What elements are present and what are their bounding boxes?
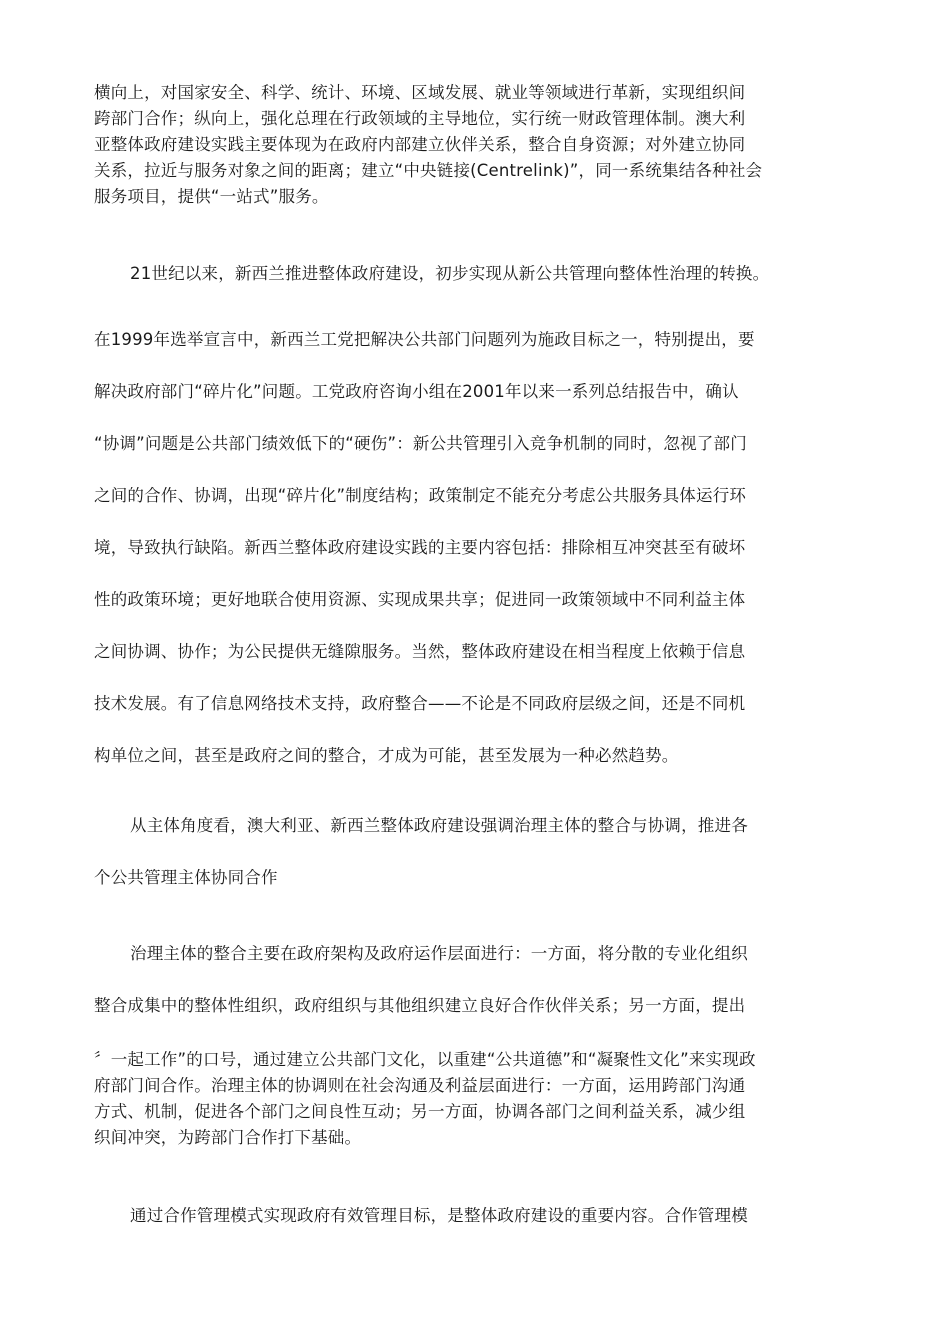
text-line: 之间的合作、协调，出现“碎片化”制度结构；政策制定不能充分考虑公共服务具体运行环: [94, 486, 747, 505]
text-line: 解决政府部门“碎片化”问题。工党政府咨询小组在2001年以来一系列总结报告中，确认: [94, 382, 739, 401]
text-line: 通过合作管理模式实现政府有效管理目标，是整体政府建设的重要内容。合作管理模: [130, 1206, 748, 1225]
text-line: 构单位之间，甚至是政府之间的整合，才成为可能，甚至发展为一种必然趋势。: [94, 746, 679, 765]
paragraph-subject-perspective: [94, 800, 856, 904]
text-line: 横向上，对国家安全、科学、统计、环境、区域发展、就业等领域进行革新，实现组织间: [94, 83, 746, 102]
text-line: “协调”问题是公共部门绩效低下的“硬伤”：新公共管理引入竞争机制的同时，忽视了部门: [94, 434, 747, 453]
text-line: 亚整体政府建设实践主要体现为在政府内部建立伙伴关系，整合自身资源；对外建立协同: [94, 135, 746, 154]
paragraph-cooperative-management: [94, 1203, 856, 1229]
text-line: 跨部门合作；纵向上，强化总理在行政领域的主导地位，实行统一财政管理体制。澳大利: [94, 109, 746, 128]
text-line: 技术发展。有了信息网络技术支持，政府整合——不论是不同政府层级之间，还是不同机: [94, 694, 746, 713]
paragraph-integration: [94, 928, 856, 1032]
text-line: 治理主体的整合主要在政府架构及政府运作层面进行：一方面，将分散的专业化组织: [130, 944, 748, 963]
text-line: 服务项目，提供“一站式”服务。: [94, 187, 329, 206]
text-line: 个公共管理主体协同合作: [94, 868, 278, 887]
text-line: 方式、机制，促进各个部门之间良性互动；另一方面，协调各部门之间利益关系，减少组: [94, 1102, 746, 1121]
text-line: 从主体角度看，澳大利亚、新西兰整体政府建设强调治理主体的整合与协调，推进各: [130, 816, 748, 835]
paragraph-newzealand-intro: [94, 248, 856, 300]
text-line: 性的政策环境；更好地联合使用资源、实现成果共享；促进同一政策领域中不同利益主体: [94, 590, 746, 609]
paragraph-newzealand-practice: [94, 314, 856, 782]
text-line: 关系，拉近与服务对象之间的距离；建立“中央链接(Centrelink)”，同一系统集结各种社会: [94, 161, 763, 180]
paragraph-australia-practice: [94, 80, 856, 210]
text-line: 境，导致执行缺陷。新西兰整体政府建设实践的主要内容包括：排除相互冲突甚至有破坏: [94, 538, 746, 557]
paragraph-coordination: [94, 1047, 856, 1151]
text-line: 在1999年选举宣言中，新西兰工党把解决公共部门问题列为施政目标之一，特别提出，要: [94, 330, 755, 349]
text-line: 整合成集中的整体性组织，政府组织与其他组织建立良好合作伙伴关系；另一方面，提出: [94, 996, 746, 1015]
text-line: 〞一起工作”的口号，通过建立公共部门文化，以重建“公共道德”和“凝聚性文化”来实现政: [94, 1050, 756, 1069]
text-line: 21世纪以来，新西兰推进整体政府建设，初步实现从新公共管理向整体性治理的转换。: [130, 264, 770, 283]
text-line: 府部门间合作。治理主体的协调则在社会沟通及利益层面进行：一方面，运用跨部门沟通: [94, 1076, 746, 1095]
text-line: 织间冲突，为跨部门合作打下基础。: [94, 1128, 362, 1147]
text-line: 之间协调、协作；为公民提供无缝隙服务。当然，整体政府建设在相当程度上依赖于信息: [94, 642, 746, 661]
